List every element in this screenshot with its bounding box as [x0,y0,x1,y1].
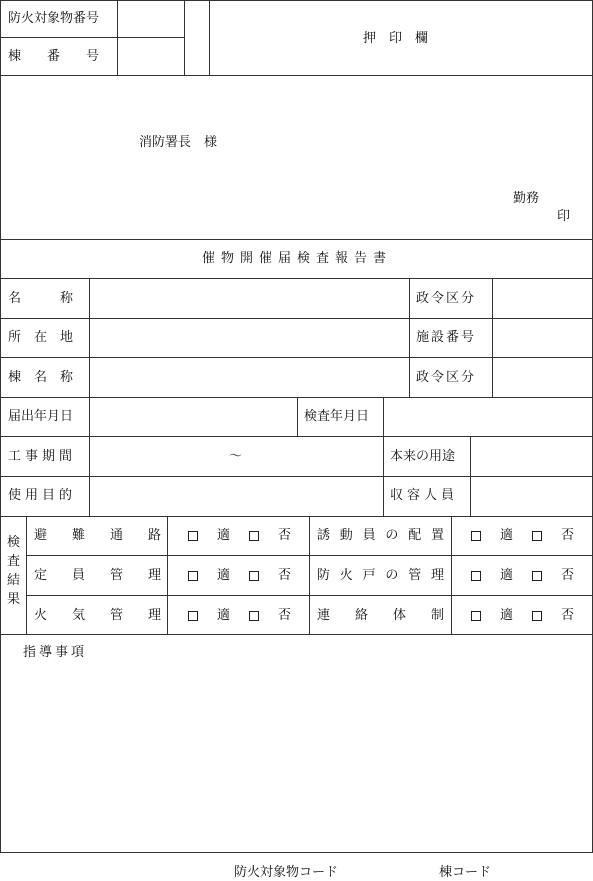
name-label: 名 称 [8,291,74,306]
ok-label: 適 [499,568,513,583]
ng-label: 否 [560,528,574,543]
result-item-left: 避 難 通 路 [34,528,161,543]
ok-checkbox[interactable] [471,531,481,541]
result-check-left [188,609,291,622]
building-name-field[interactable] [90,358,408,397]
result-item-right: 防 火 戸 の 管 理 [317,568,444,583]
ng-checkbox[interactable] [249,531,259,541]
ok-label: 適 [499,528,513,543]
ok-label: 適 [216,568,230,583]
capacity-label: 収容人員 [390,488,459,503]
ok-label: 適 [216,528,230,543]
duty-label: 勤務 [513,191,540,206]
ng-checkbox[interactable] [532,531,542,541]
seal-mark: 印 [557,209,571,224]
result-check-left [188,529,291,542]
result-check-right [471,529,574,542]
result-check-right [471,569,574,582]
location-field[interactable] [90,319,408,357]
notification-date-field[interactable] [90,398,296,436]
fire-object-number-value[interactable] [118,1,184,37]
ng-checkbox[interactable] [249,571,259,581]
purpose-field[interactable] [90,477,382,516]
facility-number-label: 施設番号 [416,330,477,345]
purpose-label: 使用目的 [8,488,77,503]
ng-label: 否 [277,608,291,623]
ng-checkbox[interactable] [532,611,542,621]
results-section-label: 検査結果 [7,535,21,607]
chief-label: 消防署長 様 [139,135,218,150]
ok-checkbox[interactable] [188,611,198,621]
result-item-right: 連 絡 体 制 [317,608,444,623]
period-separator: ～ [229,449,243,464]
ng-label: 否 [277,568,291,583]
inspection-date-label: 検査年月日 [304,409,370,424]
notification-date-label: 届出年月日 [8,409,74,424]
building-number-value[interactable] [118,38,184,75]
ok-checkbox[interactable] [471,611,481,621]
report-title-text: 催物開催届検査報告書 [202,251,393,266]
guidance-label: 指導事項 [23,645,88,660]
ok-label: 適 [499,608,513,623]
ng-label: 否 [560,568,574,583]
construction-period-label: 工事期間 [8,449,77,464]
construction-period-field[interactable] [90,437,382,476]
govt-division-field-1[interactable] [493,279,592,318]
inspection-date-field[interactable] [384,398,592,436]
ok-label: 適 [216,608,230,623]
govt-division-field-2[interactable] [493,358,592,397]
original-use-label: 本来の用途 [390,449,456,464]
capacity-field[interactable] [471,477,592,516]
building-name-label: 棟 名 称 [8,370,74,385]
govt-division-label-2: 政令区分 [416,370,477,385]
govt-division-label-1: 政令区分 [416,291,477,306]
ok-checkbox[interactable] [188,531,198,541]
seal-column-label: 押 印 欄 [363,31,429,46]
ng-label: 否 [560,608,574,623]
facility-number-field[interactable] [493,319,592,357]
building-number-label: 棟 番 号 [8,49,100,64]
result-item-left: 定 員 管 理 [34,568,161,583]
ng-checkbox[interactable] [249,611,259,621]
guidance-field[interactable] [1,662,592,852]
ok-checkbox[interactable] [471,571,481,581]
result-check-right [471,609,574,622]
ng-checkbox[interactable] [532,571,542,581]
result-check-left [188,569,291,582]
result-item-left: 火 気 管 理 [34,608,161,623]
location-label: 所 在 地 [8,330,74,345]
name-field[interactable] [90,279,408,318]
ng-label: 否 [277,528,291,543]
fire-object-number-label: 防火対象物番号 [8,11,100,26]
address-section [0,75,593,240]
result-item-right: 誘 動 員 の 配 置 [317,528,444,543]
report-title [202,252,392,265]
ok-checkbox[interactable] [188,571,198,581]
original-use-field[interactable] [471,437,592,476]
building-code-label: 棟コード [439,865,492,880]
fire-object-code-label: 防火対象物コード [234,865,339,880]
